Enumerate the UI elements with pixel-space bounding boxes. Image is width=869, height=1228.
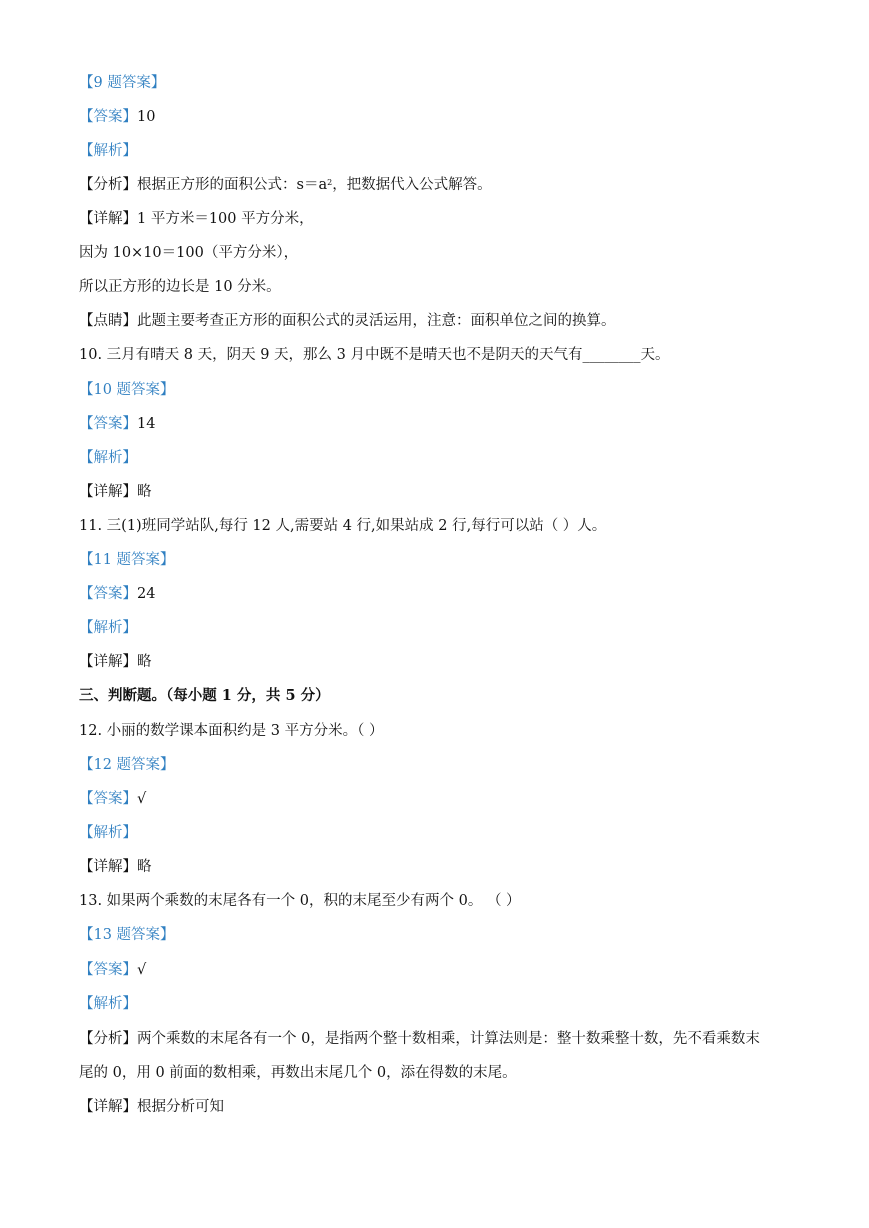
detail-tag: 【详解】 (79, 211, 137, 227)
detail-text: 略 (137, 859, 152, 875)
q11-answer-line (79, 584, 799, 604)
fenxi-text-post: ，把数据代入公式解答。 (332, 177, 492, 193)
detail-tag: 【详解】 (79, 484, 137, 500)
fenxi-text-pre: 根据正方形的面积公式：s＝a (137, 177, 328, 193)
q11-analysis-tag: 【解析】 (79, 620, 137, 636)
answer-value: √ (137, 791, 147, 807)
q10-detail-line (79, 482, 799, 502)
q12-question: 12. 小丽的数学课本面积约是 3 平方分米。（ ） (79, 723, 384, 739)
q9-answer-line (79, 107, 799, 127)
q9-dianjing-line (79, 311, 799, 331)
q11-detail-line (79, 652, 799, 672)
answer-tag: 【答案】 (79, 109, 137, 125)
q13-analysis-tag: 【解析】 (79, 996, 137, 1012)
answer-value: √ (137, 962, 147, 978)
q11-answer-header: 【11 题答案】 (79, 552, 175, 568)
q12-answer-line (79, 789, 799, 809)
answer-tag: 【答案】 (79, 962, 137, 978)
fenxi-superscript: 2 (327, 178, 333, 187)
q13-detail-line (79, 1097, 799, 1117)
q9-analysis-tag: 【解析】 (79, 143, 137, 159)
q13-answer-header: 【13 题答案】 (79, 927, 175, 943)
q10-analysis-tag: 【解析】 (79, 450, 137, 466)
answer-tag: 【答案】 (79, 416, 137, 432)
dianjing-text: 此题主要考查正方形的面积公式的灵活运用，注意：面积单位之间的换算。 (137, 313, 616, 329)
q13-answer-line (79, 960, 799, 980)
answer-value: 10 (137, 109, 156, 125)
detail-text: 1 平方米＝100 平方分米， (137, 211, 314, 227)
q9-detail-line3: 所以正方形的边长是 10 分米。 (79, 279, 281, 295)
section-title: 三、判断题。（每小题 1 分，共 5 分） (79, 687, 330, 704)
q10-answer-header: 【10 题答案】 (79, 382, 175, 398)
fenxi-text: 两个乘数的末尾各有一个 0，是指两个整十数相乘，计算法则是：整十数乘整十数，先不看乘数末 (137, 1031, 760, 1047)
detail-text: 根据分析可知 (137, 1099, 224, 1115)
fenxi-tag: 【分析】 (79, 1031, 137, 1047)
q13-fenxi-line1 (79, 1029, 799, 1049)
detail-tag: 【详解】 (79, 859, 137, 875)
q12-analysis-tag: 【解析】 (79, 825, 137, 841)
q11-question: 11. 三(1)班同学站队,每行 12 人,需要站 4 行,如果站成 2 行,每行可以站（ ）人。 (79, 518, 607, 534)
q9-detail-line1 (79, 209, 799, 229)
q12-answer-header: 【12 题答案】 (79, 757, 175, 773)
q9-fenxi-line (79, 175, 799, 195)
q10-answer-line (79, 414, 799, 434)
answer-tag: 【答案】 (79, 791, 137, 807)
answer-value: 14 (137, 416, 156, 432)
q9-detail-line2: 因为 10×10＝100（平方分米）， (79, 245, 299, 261)
q9-answer-header: 【9 题答案】 (79, 75, 166, 91)
detail-tag: 【详解】 (79, 1099, 137, 1115)
q10-question: 10. 三月有晴天 8 天，阴天 9 天，那么 3 月中既不是晴天也不是阴天的天气有________天。 (79, 347, 670, 363)
answer-value: 24 (137, 586, 156, 602)
detail-text: 略 (137, 484, 152, 500)
fenxi-tag: 【分析】 (79, 177, 137, 193)
detail-text: 略 (137, 654, 152, 670)
detail-tag: 【详解】 (79, 654, 137, 670)
answer-tag: 【答案】 (79, 586, 137, 602)
q12-detail-line (79, 857, 799, 877)
dianjing-tag: 【点睛】 (79, 313, 137, 329)
q13-question: 13. 如果两个乘数的末尾各有一个 0，积的末尾至少有两个 0。 （ ） (79, 893, 521, 909)
q13-fenxi-line2: 尾的 0，用 0 前面的数相乘，再数出末尾几个 0，添在得数的末尾。 (79, 1065, 517, 1081)
